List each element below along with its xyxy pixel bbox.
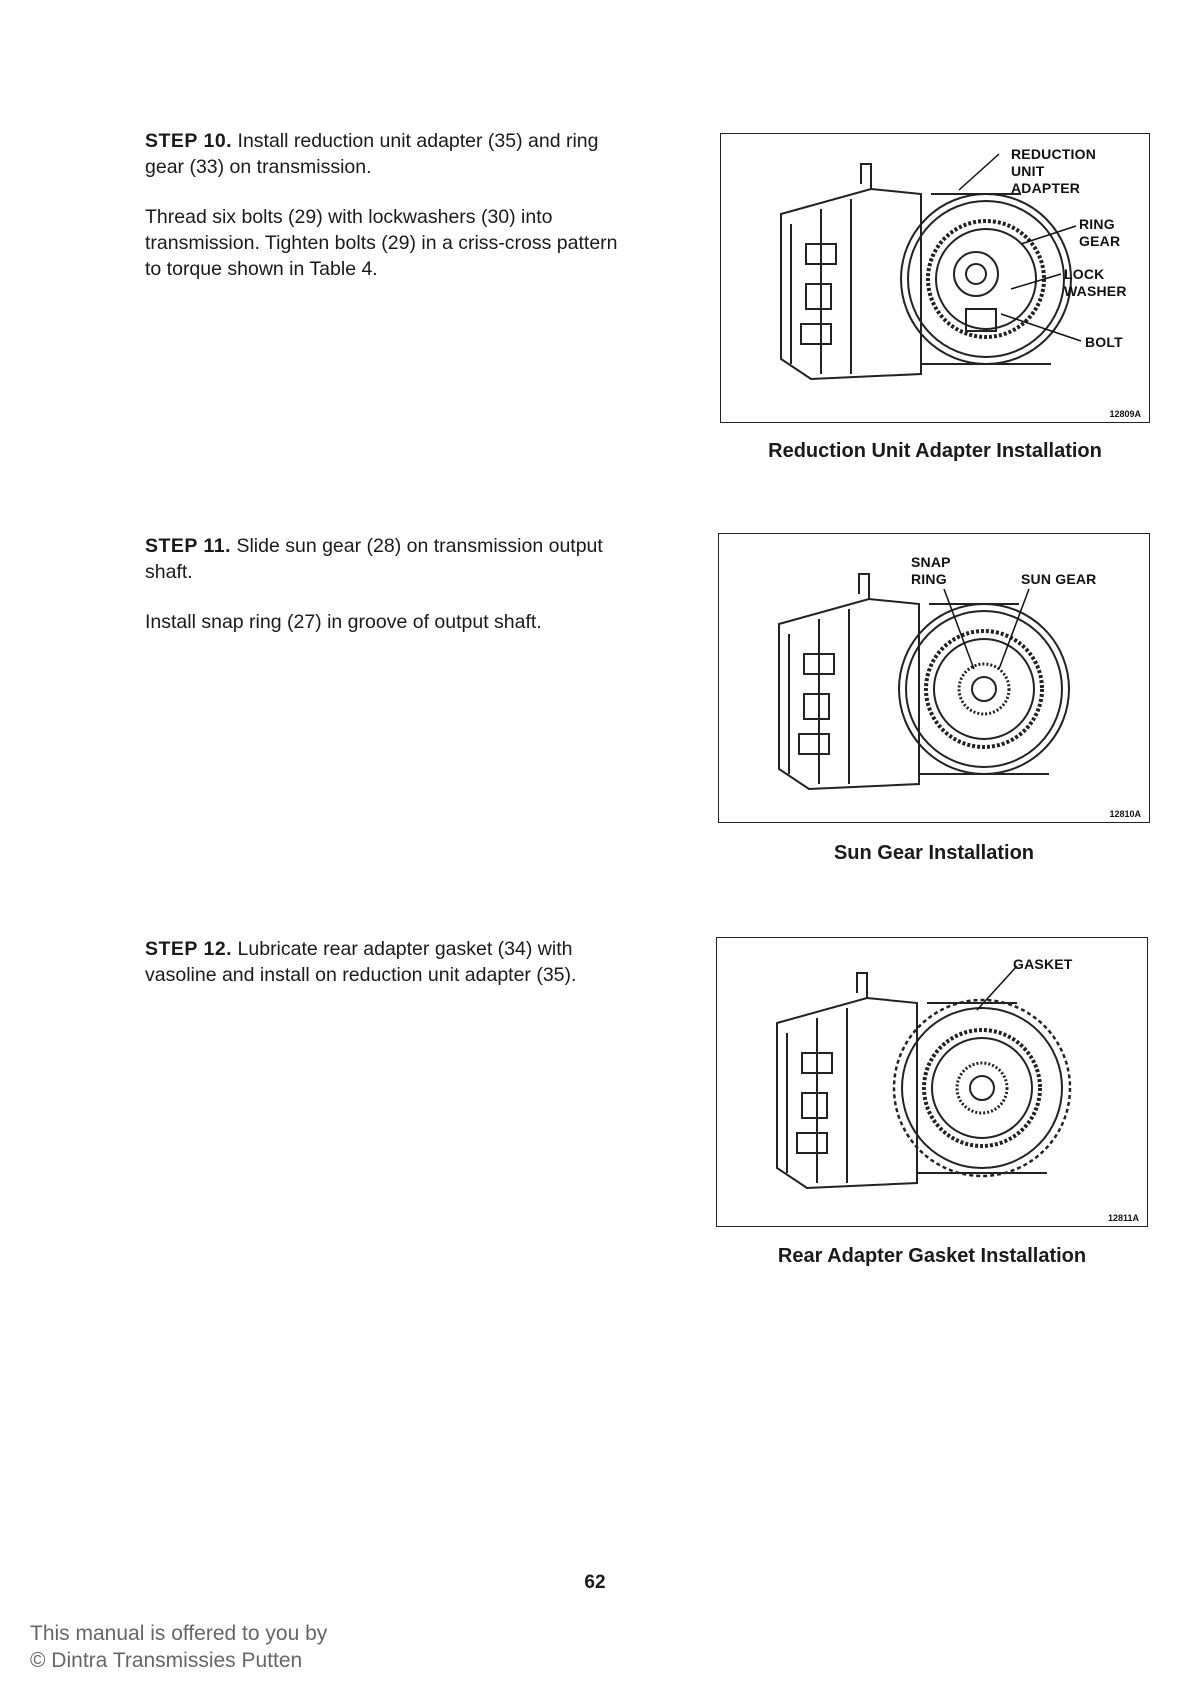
callout-reduction-unit-adapter <box>1011 146 1096 197</box>
callout-label: REDUCTION UNIT ADAPTER <box>1011 146 1097 196</box>
callout-sun-gear <box>1021 571 1097 588</box>
step-11 <box>145 533 625 659</box>
figure-id: 12809A <box>1109 409 1141 419</box>
step-text: Install reduction unit adapter (35) and ring gear (33) on transmission. <box>145 130 599 178</box>
step-12 <box>145 936 625 1012</box>
callout-lock-washer <box>1064 266 1127 300</box>
footer-line: © Dintra Transmissies Putten <box>30 1649 303 1672</box>
step-text: Install snap ring (27) in groove of output shaft. <box>145 611 542 633</box>
callout-label: SNAP RING <box>911 554 951 587</box>
callout-label: LOCK WASHER <box>1064 266 1127 299</box>
page-number: 62 <box>584 1572 606 1593</box>
figure-id: 12810A <box>1109 809 1141 819</box>
step-label: STEP 12. <box>145 938 233 960</box>
figure-caption: Rear Adapter Gasket Installation <box>777 1245 1087 1267</box>
step-text: Thread six bolts (29) with lockwashers (30) into transmission. Tighten bolts (29) in a criss-cross pattern to torque shown in Table 4. <box>145 206 618 280</box>
callout-gasket <box>1013 956 1073 973</box>
callout-label: GASKET <box>1013 956 1073 972</box>
figure-caption: Sun Gear Installation <box>833 842 1035 864</box>
transmission-illustration <box>717 938 1149 1228</box>
step-10 <box>145 128 625 306</box>
callout-label: RING GEAR <box>1079 216 1121 249</box>
figure-reduction-unit-adapter <box>720 133 1150 423</box>
footer-line: This manual is offered to you by <box>30 1622 328 1645</box>
callout-label: BOLT <box>1085 334 1123 350</box>
callout-label: SUN GEAR <box>1021 571 1097 587</box>
figure-caption: Reduction Unit Adapter Installation <box>768 440 1102 462</box>
figure-sun-gear <box>718 533 1150 823</box>
step-text: Slide sun gear (28) on transmission output shaft. <box>145 535 603 583</box>
footer-credit <box>30 1620 327 1674</box>
step-label: STEP 10. <box>145 130 233 152</box>
figure-rear-adapter-gasket <box>716 937 1148 1227</box>
callout-snap-ring <box>911 554 951 588</box>
callout-bolt <box>1085 334 1123 351</box>
figure-id: 12811A <box>1107 1213 1139 1223</box>
callout-ring-gear <box>1079 216 1120 250</box>
step-text: Lubricate rear adapter gasket (34) with vasoline and install on reduction unit adapter (35). <box>145 938 577 986</box>
step-label: STEP 11. <box>145 535 232 557</box>
